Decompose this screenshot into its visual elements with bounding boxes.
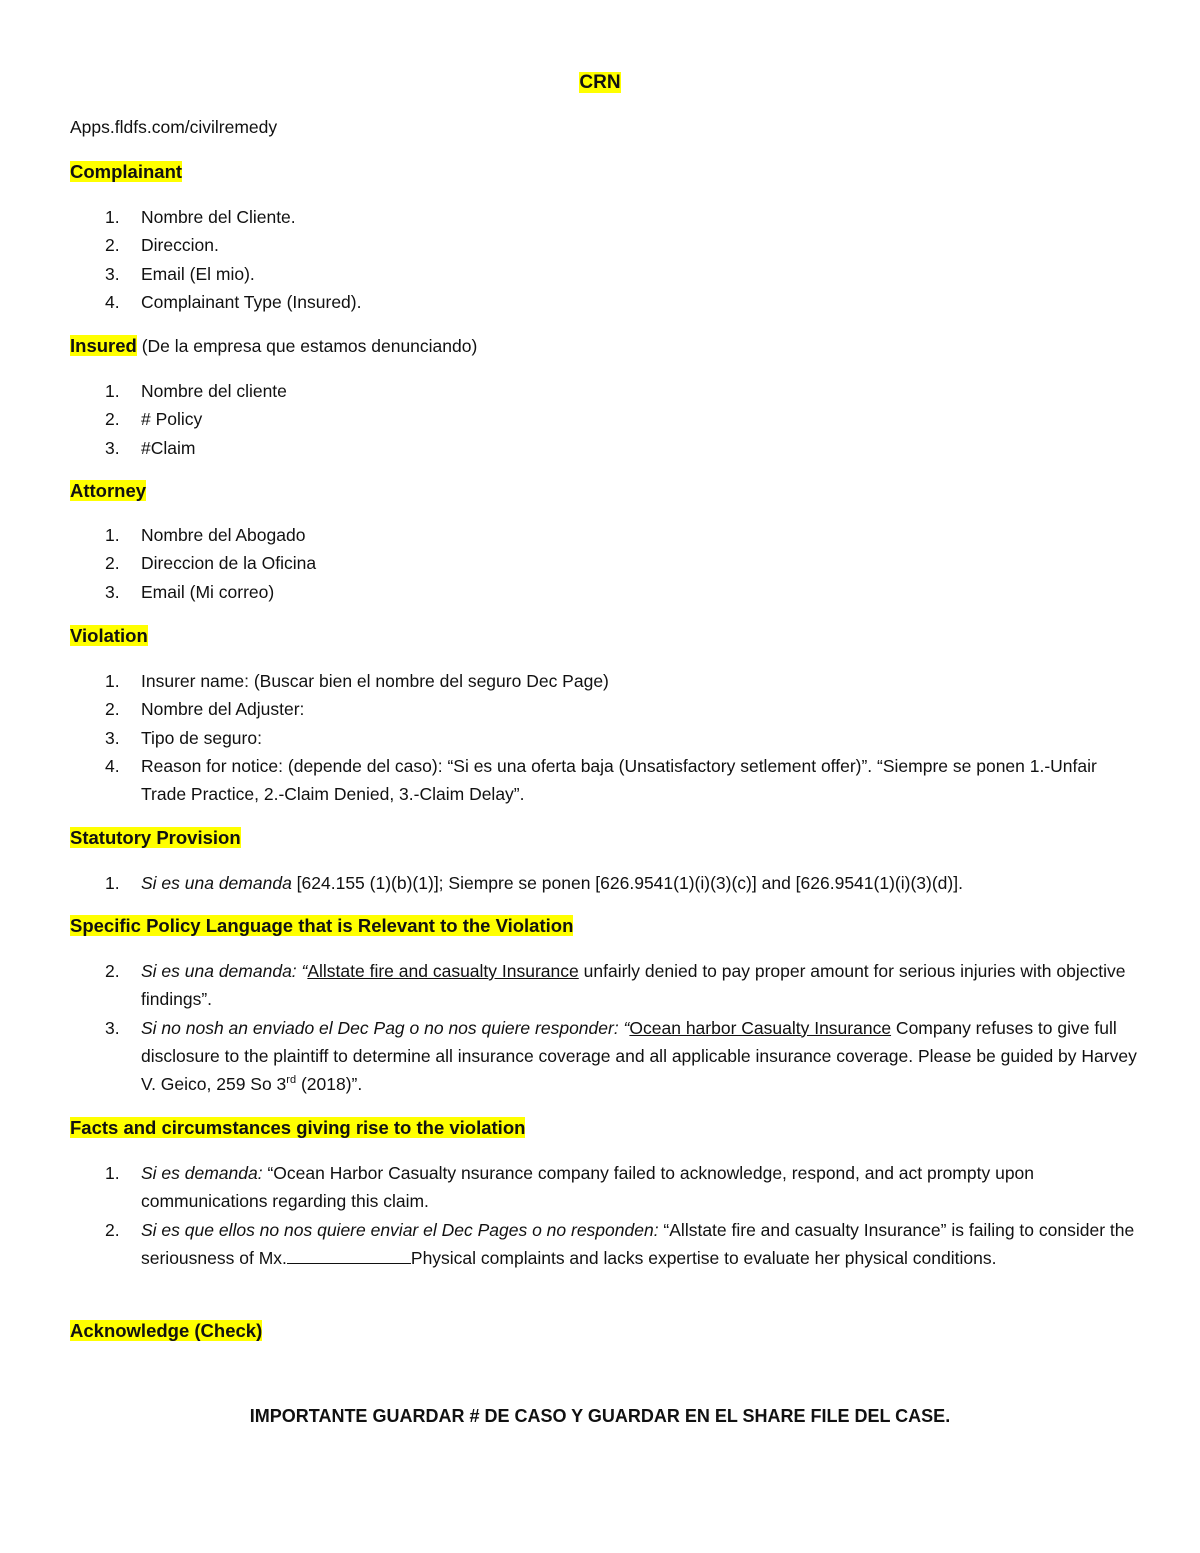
- list-item: 4. Complainant Type (Insured).: [105, 291, 362, 312]
- list-item: 2. Nombre del Adjuster:: [105, 699, 305, 720]
- list-item: 1. Nombre del Cliente.: [105, 207, 296, 227]
- statutory-list: [0, 869, 1200, 897]
- violation-heading: Violation: [70, 625, 148, 646]
- facts-heading: Facts and circumstances giving rise to the violation: [70, 1117, 526, 1138]
- list-item: 3. Email (Mi correo): [105, 581, 275, 602]
- list-item: 2. Direccion.: [105, 235, 219, 256]
- list-item: 2. # Policy: [105, 409, 203, 430]
- acknowledge-heading: Acknowledge (Check): [70, 1320, 263, 1341]
- attorney-heading: Attorney: [70, 480, 147, 501]
- list-item: 4. Reason for notice: (depende del caso): “Si es una oferta baja (Unsatisfactory setlement offer)”. “Siempre se ponen 1.-Unfair Trade Practice, 2.-Claim Denied, 3.-Claim Delay”.: [105, 755, 1097, 805]
- policy-language-list: [0, 957, 1200, 1098]
- list-item: 2. Direccion de la Oficina: [105, 553, 317, 574]
- list-item: 3. Tipo de seguro:: [105, 727, 262, 748]
- list-item: 3. Email (El mio).: [105, 263, 255, 284]
- list-item: 1. Nombre del cliente: [105, 381, 287, 401]
- list-item: 3. #Claim: [105, 437, 196, 458]
- complainant-heading: Complainant: [70, 161, 183, 182]
- footer-note: IMPORTANTE GUARDAR # DE CASO Y GUARDAR EN EL SHARE FILE DEL CASE.: [249, 1406, 951, 1426]
- insured-list: [0, 377, 1200, 462]
- list-item: 1. Si es demanda: “Ocean Harbor Casualty nsurance company failed to acknowledge, respond, and act prompty upon communications regarding this claim.: [105, 1163, 1035, 1212]
- list-item: 2. Si es una demanda: “Allstate fire and casualty Insurance unfairly denied to pay proper amount for serious injuries with objective findings”.: [105, 961, 1126, 1010]
- complainant-list: [0, 203, 1200, 316]
- fill-in-blank: [287, 1249, 411, 1264]
- violation-list: [0, 667, 1200, 808]
- facts-list: [0, 1159, 1200, 1272]
- list-item: 2. Si es que ellos no nos quiere enviar el Dec Pages o no responden: “Allstate fire and casualty Insurance” is failing to consider the seriousness of Mx. Physical complaints and lacks expertise to evaluate her physical conditions.: [105, 1219, 1135, 1268]
- statutory-heading: Statutory Provision: [70, 827, 241, 848]
- list-item: 1. Insurer name: (Buscar bien el nombre del seguro Dec Page): [105, 671, 609, 691]
- policy-language-heading: Specific Policy Language that is Relevant to the Violation: [70, 915, 574, 936]
- attorney-list: [0, 521, 1200, 606]
- url-text: Apps.fldfs.com/civilremedy: [70, 117, 278, 137]
- document-title: CRN: [579, 72, 621, 93]
- list-item: 3. Si no nosh an enviado el Dec Pag o no nos quiere responder: “Ocean harbor Casualty Insurance Company refuses to give full disclosure to the plaintiff to determine all insurance coverage and all applicable insurance coverage. Please be guided by Harvey V. Geico, 259 So 3rd (2018)”.: [105, 1017, 1137, 1095]
- list-item: 1. Si es una demanda [624.155 (1)(b)(1)]; Siempre se ponen [626.9541(1)(i)(3)(c)] and [626.9541(1)(i)(3)(d)].: [105, 873, 963, 893]
- insured-heading: Insured (De la empresa que estamos denunciando): [70, 335, 478, 356]
- list-item: 1. Nombre del Abogado: [105, 525, 306, 545]
